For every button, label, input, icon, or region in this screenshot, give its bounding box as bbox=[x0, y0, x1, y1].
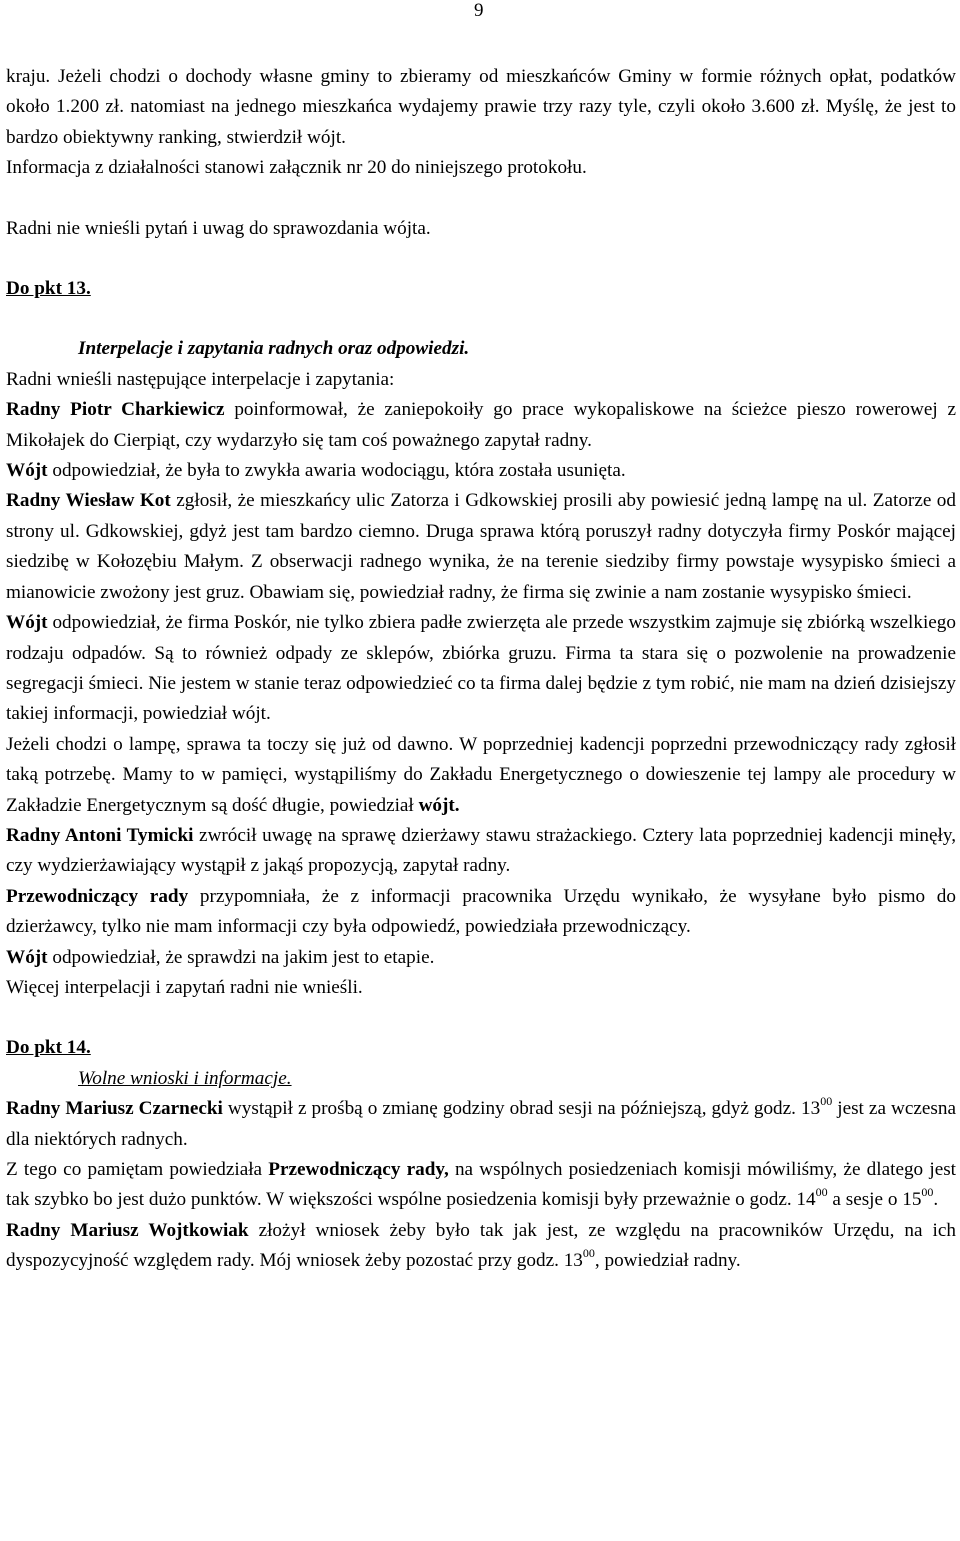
time-superscript: 00 bbox=[921, 1185, 934, 1200]
paragraph-lamp bbox=[6, 730, 956, 821]
paragraph-text: przypomniała, że z informacji pracownika Urzędu wynikało, że wysyłane było pismo do dzierżawcy, tylko nie mam informacji czy była odpowiedź, powiedziała przewodniczący. bbox=[6, 885, 956, 938]
section-heading-14: Do pkt 14. bbox=[6, 1037, 91, 1059]
paragraph-chairwoman-2 bbox=[6, 1155, 956, 1216]
spacer bbox=[6, 244, 956, 274]
speaker-name: wójt. bbox=[418, 794, 460, 816]
paragraph-wojt-reply-1 bbox=[6, 456, 956, 486]
speaker-name: Radny Antoni Tymicki bbox=[6, 824, 194, 846]
paragraph-text: poinformował, że zaniepokoiły go prace wykopaliskowe na ścieżce pieszo rowerowej z Mikołajek do Cierpiąt, czy wydarzyło się tam coś poważnego zapytał radny. bbox=[6, 399, 956, 451]
speaker-name: Radny Mariusz Wojtkowiak bbox=[6, 1219, 249, 1241]
paragraph-kot bbox=[6, 486, 956, 608]
paragraph-text: jest za wczesna dla niektórych radnych. bbox=[6, 1098, 956, 1150]
time-superscript: 00 bbox=[820, 1094, 833, 1109]
paragraph-attachment: Informacja z działalności stanowi załącznik nr 20 do niniejszego protokołu. bbox=[6, 157, 587, 179]
paragraph-wojt-reply-2 bbox=[6, 608, 956, 730]
speaker-name: Wójt bbox=[6, 612, 48, 634]
paragraph-text: odpowiedział, że sprawdzi na jakim jest to etapie. bbox=[47, 946, 435, 968]
spacer bbox=[6, 304, 956, 334]
paragraph-tymicki bbox=[6, 821, 956, 882]
paragraph-charkiewicz bbox=[6, 395, 956, 456]
paragraph-interpellations-intro: Radni wnieśli następujące interpelacje i zapytania: bbox=[6, 368, 395, 390]
paragraph-text: zwrócił uwagę na sprawę dzierżawy stawu strażackiego. Cztery lata poprzedniej kadencji minęły, czy wydzierżawiający wystąpił z jakąś propozycją, zapytał radny. bbox=[6, 824, 957, 877]
paragraph-no-questions: Radni nie wnieśli pytań i uwag do sprawozdania wójta. bbox=[6, 217, 431, 239]
page-number: 9 bbox=[474, 0, 484, 21]
speaker-name: Radny Mariusz Czarnecki bbox=[6, 1098, 223, 1120]
paragraph-text: na wspólnych posiedzeniach komisji mówiliśmy, że dlatego jest tak szybko bo jest dużo punktów. W większości wspólne posiedzenia komisji były przeważnie o godz. 14 bbox=[6, 1159, 957, 1211]
paragraph-wojtkowiak bbox=[6, 1216, 956, 1277]
time-superscript: 00 bbox=[815, 1185, 828, 1200]
speaker-name: Radny Wiesław Kot bbox=[6, 490, 171, 512]
paragraph-text: Z tego co pamiętam powiedziała bbox=[6, 1159, 269, 1180]
section-heading-13: Do pkt 13. bbox=[6, 278, 91, 300]
speaker-name: Przewodniczący rady, bbox=[268, 1159, 449, 1180]
paragraph-no-more: Więcej interpelacji i zapytań radni nie wnieśli. bbox=[6, 976, 363, 998]
speaker-name: Wójt bbox=[6, 946, 48, 968]
speaker-name: Przewodniczący rady bbox=[6, 885, 189, 907]
spacer bbox=[6, 1003, 956, 1033]
paragraph-text: . bbox=[933, 1189, 939, 1211]
document-body bbox=[6, 62, 956, 1277]
section-subheading-14: Wolne wnioski i informacje. bbox=[78, 1067, 292, 1089]
paragraph-text: wystąpił z prośbą o zmianę godziny obrad sesji na późniejszą, gdyż godz. 13 bbox=[222, 1098, 821, 1120]
time-superscript: 00 bbox=[582, 1246, 595, 1261]
paragraph-ranking: kraju. Jeżeli chodzi o dochody własne gminy to zbieramy od mieszkańców Gminy w formie różnych opłat, podatków około 1.200 zł. natomiast na jednego mieszkańca wydajemy prawie trzy razy tyle, czyli około 3.600 zł. Myślę, że jest to bardzo obiektywny ranking, stwierdził wójt. bbox=[6, 66, 956, 148]
paragraph-text: złożył wniosek żeby było tak jak jest, ze względu na pracowników Urzędu, na ich dyspozycyjność względem rady. Mój wniosek żeby pozostać przy godz. 13 bbox=[6, 1219, 956, 1272]
paragraph-wojt-reply-3 bbox=[6, 943, 956, 973]
spacer bbox=[6, 184, 956, 214]
paragraph-text: zgłosił, że mieszkańcy ulic Zatorza i Gdkowskiej prosili aby powiesić jedną lampę na ul. Zatorze od strony ul. Gdkowskiej, gdyż jest tam bardzo ciemno. Druga sprawa którą poruszył radny dotyczyła firmy Poskór mającej siedzibę w Kołozębiu Małym. Z obserwacji radnego wynika, że na terenie siedziby firmy powstaje wysypisko śmieci a mianowicie zwożony jest gruz. Obawiam się, powiedział radny, że firma się zwinie a nam zostanie wysypisko śmieci. bbox=[6, 490, 956, 603]
paragraph-czarnecki bbox=[6, 1094, 956, 1155]
paragraph-text: odpowiedział, że firma Poskór, nie tylko zbiera padłe zwierzęta ale przede wszystkim zajmuje się zbiórką wszelkiego rodzaju odpadów. Są to również odpady ze sklepów, zbiórka gruzu. Firma ta stara się o pozwolenie na prowadzenie segregacji śmieci. Nie jestem w stanie teraz odpowiedzieć co ta firma dalej będzie z tym robić, nie mam na dzień dzisiejszy takiej informacji, powiedział wójt. bbox=[6, 612, 956, 725]
paragraph-text: a sesje o 15 bbox=[827, 1189, 922, 1211]
section-subheading-13: Interpelacje i zapytania radnych oraz odpowiedzi. bbox=[78, 338, 470, 360]
speaker-name: Wójt bbox=[6, 460, 48, 482]
speaker-name: Radny Piotr Charkiewicz bbox=[6, 399, 225, 421]
paragraph-chairwoman bbox=[6, 882, 956, 943]
paragraph-text: Jeżeli chodzi o lampę, sprawa ta toczy się już od dawno. W poprzedniej kadencji poprzedni przewodniczący rady zgłosił taką potrzebę. Mamy to w pamięci, wystąpiliśmy do Zakładu Energetycznego o dowieszenie tej lampy ale procedury w Zakładzie Energetycznym są dość długie, powiedział bbox=[6, 733, 956, 816]
paragraph-text: , powiedział radny. bbox=[594, 1250, 741, 1272]
paragraph-text: odpowiedział, że była to zwykła awaria wodociągu, która została usunięta. bbox=[47, 460, 626, 482]
